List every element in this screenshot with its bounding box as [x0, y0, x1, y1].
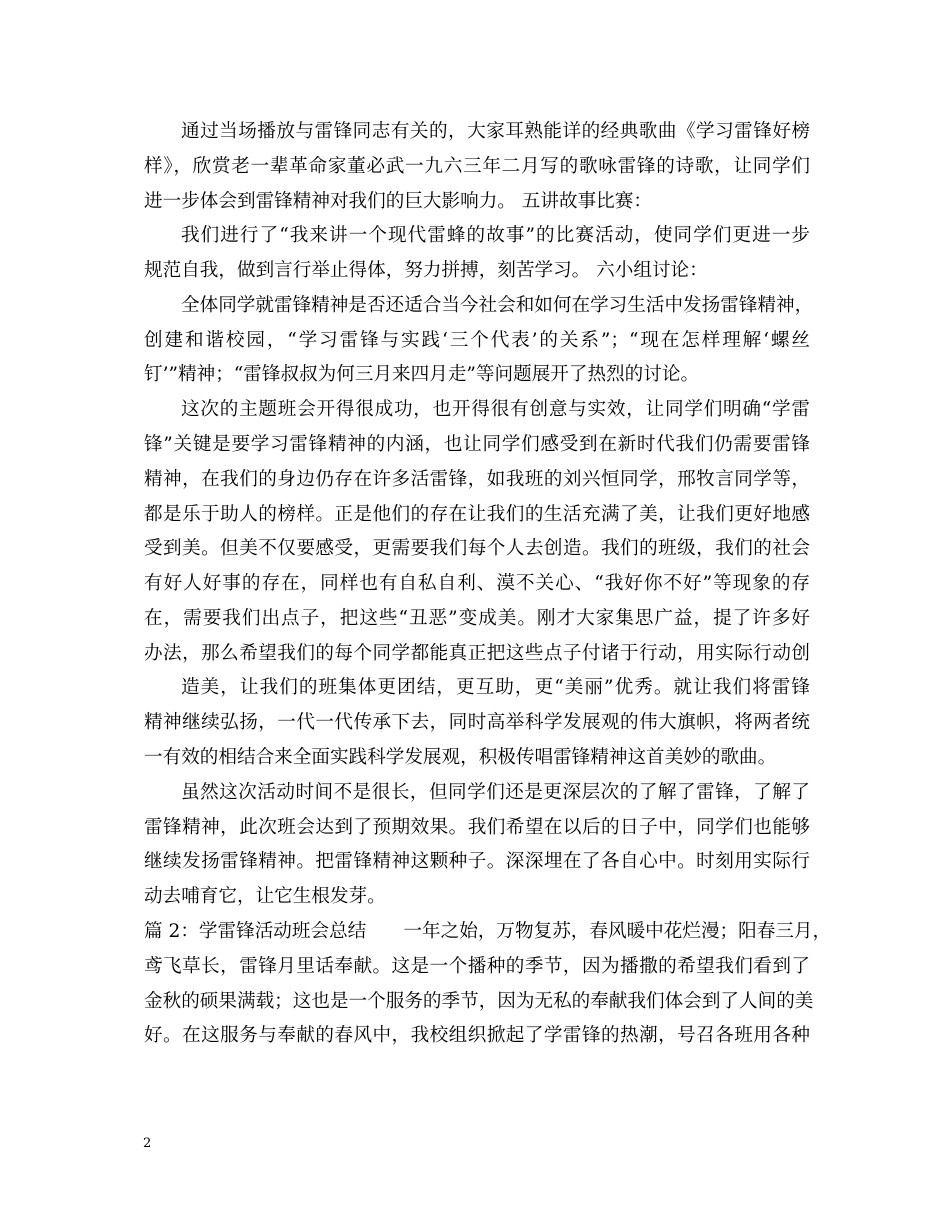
- paragraph-line: 好。在这服务与奉献的春风中，我校组织掀起了学雷锋的热潮，号召各班用各种: [144, 1025, 810, 1046]
- page-number: 2: [143, 1136, 152, 1151]
- paragraph-line: 我们进行了“我来讲一个现代雷蜂的故事”的比赛活动，使同学们更进一步: [181, 225, 810, 246]
- paragraph-line: 都是乐于助人的榜样。正是他们的存在让我们的生活充满了美，让我们更好地感: [144, 504, 810, 525]
- paragraph-line: 锋”关键是要学习雷锋精神的内涵，也让同学们感受到在新时代我们仍需要雷锋: [144, 434, 810, 455]
- paragraph-line: 钉’”精神；“雷锋叔叔为何三月来四月走”等问题展开了热烈的讨论。: [144, 364, 700, 385]
- paragraph-line: 通过当场播放与雷锋同志有关的，大家耳熟能详的经典歌曲《学习雷锋好榜: [181, 121, 810, 142]
- paragraph-line: 受到美。但美不仅要感受，更需要我们每个人去创造。我们的班级，我们的社会: [144, 538, 810, 559]
- paragraph-line: 金秋的硕果满载；这也是一个服务的季节，因为无私的奉献我们体会到了人间的美: [144, 991, 814, 1012]
- paragraph-line: 一有效的相结合来全面实践科学发展观，积极传唱雷锋精神这首美妙的歌曲。: [144, 747, 777, 768]
- paragraph-line: 创建和谐校园，“学习雷锋与实践‘三个代表’的关系”；“现在怎样理解‘螺丝: [144, 330, 810, 351]
- paragraph-line: 精神，在我们的身边仍存在许多活雷锋，如我班的刘兴恒同学，邢牧言同学等，: [144, 469, 810, 490]
- section-heading-line: 篇 2：学雷锋活动班会总结 一年之始，万物复苏，春风暖中花烂漫；阳春三月，: [144, 921, 832, 942]
- paragraph-line: 雷锋精神，此次班会达到了预期效果。我们希望在以后的日子中，同学们也能够: [144, 817, 810, 838]
- paragraph-line: 样》，欣赏老一辈革命家董必武一九六三年二月写的歌咏雷锋的诗歌，让同学们: [144, 156, 810, 177]
- paragraph-line: 继续发扬雷锋精神。把雷锋精神这颗种子。深深埋在了各自心中。时刻用实际行: [144, 851, 810, 872]
- paragraph-line: 虽然这次活动时间不是很长，但同学们还是更深层次的了解了雷锋，了解了: [181, 782, 810, 803]
- paragraph-line: 在，需要我们出点子，把这些“丑恶”变成美。刚才大家集思广益，提了许多好: [144, 608, 810, 629]
- paragraph-line: 进一步体会到雷锋精神对我们的巨大影响力。 五讲故事比赛：: [144, 191, 652, 212]
- paragraph-line: 规范自我，做到言行举止得体，努力拼搏，刻苦学习。 六小组讨论：: [144, 260, 708, 281]
- paragraph-line: 鸢飞草长，雷锋月里话奉献。这是一个播种的季节，因为播撒的希望我们看到了: [144, 956, 810, 977]
- paragraph-line: 这次的主题班会开得很成功，也开得很有创意与实效，让同学们明确“学雷: [181, 399, 810, 420]
- paragraph-line: 办法，那么希望我们的每个同学都能真正把这些点子付诸于行动，用实际行动创: [144, 643, 810, 664]
- paragraph-line: 有好人好事的存在，同样也有自私自利、漠不关心、“我好你不好”等现象的存: [144, 573, 810, 594]
- paragraph-line: 全体同学就雷锋精神是否还适合当今社会和如何在学习生活中发扬雷锋精神，: [181, 295, 814, 316]
- paragraph-line: 动去哺育它，让它生根发芽。: [144, 886, 386, 907]
- paragraph-line: 精神继续弘扬，一代一代传承下去，同时高举科学发展观的伟大旗帜，将两者统: [144, 712, 810, 733]
- paragraph-line: 造美，让我们的班集体更团结，更互助，更“美丽”优秀。就让我们将雷锋: [181, 677, 810, 698]
